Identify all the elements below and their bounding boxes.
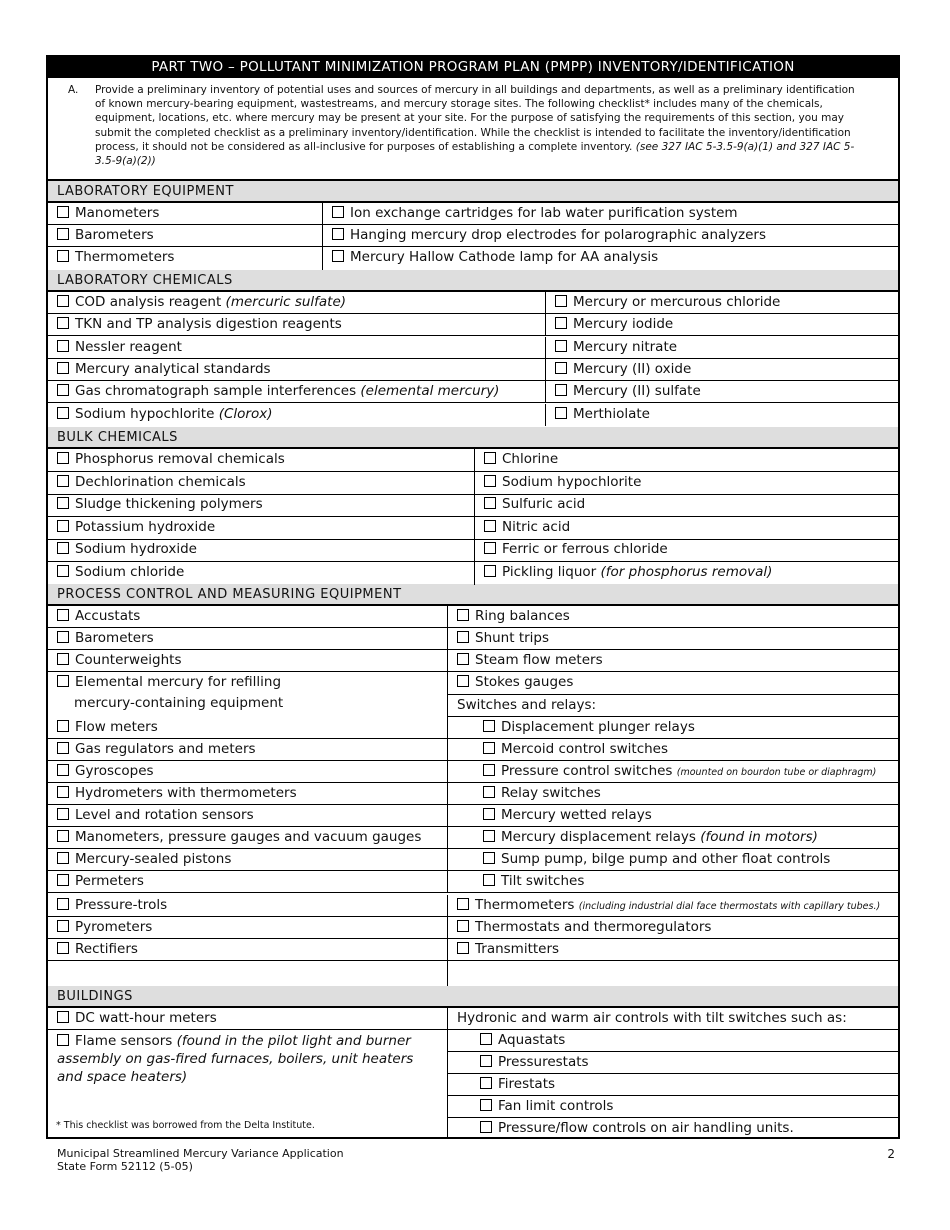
checkbox[interactable] xyxy=(57,852,69,864)
checklist-item xyxy=(48,783,447,804)
checklist-item xyxy=(447,695,898,716)
table-row xyxy=(48,517,898,540)
item-label: TKN and TP analysis digestion reagents xyxy=(75,316,342,332)
checkbox[interactable] xyxy=(57,206,69,218)
checkbox[interactable] xyxy=(332,250,344,262)
item-label: Thermometers xyxy=(475,897,575,913)
item-label: Pressure/flow controls on air handling units. xyxy=(498,1120,794,1136)
checklist-item xyxy=(447,805,898,826)
checklist-item xyxy=(48,939,447,960)
item-label: Aquastats xyxy=(498,1032,566,1048)
item-label: Shunt trips xyxy=(475,630,550,646)
item-label: Manometers, pressure gauges and vacuum gauges xyxy=(75,829,422,845)
table-row xyxy=(48,449,898,472)
item-label: Dechlorination chemicals xyxy=(75,474,246,490)
checklist-item xyxy=(447,827,898,848)
checklist-item xyxy=(48,404,545,426)
table-row xyxy=(48,650,898,672)
checklist-item xyxy=(474,494,898,516)
checkbox[interactable] xyxy=(555,362,567,374)
item-label: Elemental mercury for refilling xyxy=(75,674,282,690)
item-label: Barometers xyxy=(75,630,154,646)
checklist-item xyxy=(447,1118,898,1139)
checkbox[interactable] xyxy=(57,384,69,396)
table-row xyxy=(447,1030,898,1052)
checkbox[interactable] xyxy=(57,653,69,665)
checklist-item xyxy=(447,783,898,804)
checkbox[interactable] xyxy=(57,786,69,798)
checklist-item xyxy=(545,381,898,402)
item-note: (for phosphorus removal) xyxy=(600,564,773,580)
item-label: COD analysis reagent xyxy=(75,294,222,310)
checkbox[interactable] xyxy=(457,675,469,687)
checkbox[interactable] xyxy=(457,920,469,932)
checklist-item xyxy=(447,961,898,986)
checkbox[interactable] xyxy=(57,407,69,419)
item-label: Hydrometers with thermometers xyxy=(75,785,297,801)
intro-text: Provide a preliminary inventory of potential uses and sources of mercury in all buildings and departments, as well as a preliminary identification of known mercury-bearing equipment, wastestreams, and mercury storage sites. The following checklist* includes many of the chemicals, equipment, locations, etc. where mercury may be present at your site. For the purpose of satisfying the requirements of this section, you may submit the completed checklist as a preliminary inventory/identification. While the checklist is intended to facilitate the inventory/identification process, it should not be considered as all-inclusive for purposes of establishing a complete inventory. xyxy=(95,84,855,153)
table-row xyxy=(48,895,898,917)
checklist-item xyxy=(447,849,898,870)
item-label: Thermostats and thermoregulators xyxy=(475,919,712,935)
item-label: Merthiolate xyxy=(573,406,650,422)
checklist-item xyxy=(447,672,898,694)
checkbox[interactable] xyxy=(332,228,344,240)
table-row xyxy=(48,871,898,893)
item-label: Sodium hypochlorite xyxy=(75,406,215,422)
footer-line-1: Municipal Streamlined Mercury Variance Application xyxy=(57,1147,344,1160)
checklist-item xyxy=(447,917,898,938)
item-label: Mercury wetted relays xyxy=(501,807,652,823)
item-note: (elemental mercury) xyxy=(360,383,500,399)
checkbox[interactable] xyxy=(57,675,69,687)
item-label: Mercury nitrate xyxy=(573,339,678,355)
checklist-item xyxy=(447,739,898,760)
checkbox[interactable] xyxy=(57,742,69,754)
checkbox[interactable] xyxy=(483,742,495,754)
item-label: Hanging mercury drop electrodes for polarographic analyzers xyxy=(350,227,766,243)
checkbox[interactable] xyxy=(480,1077,492,1089)
checkbox[interactable] xyxy=(57,1034,69,1046)
checklist-item xyxy=(322,225,898,246)
checklist-item xyxy=(48,494,474,516)
table-row xyxy=(48,606,898,628)
checklist-item xyxy=(48,517,474,539)
item-label: Mercury Hallow Cathode lamp for AA analysis xyxy=(350,249,659,265)
checkbox[interactable] xyxy=(57,542,69,554)
table-row xyxy=(48,247,898,270)
checkbox[interactable] xyxy=(57,340,69,352)
item-label: Nessler reagent xyxy=(75,339,182,355)
item-label: Potassium hydroxide xyxy=(75,519,216,535)
table-row xyxy=(48,628,898,650)
checklist-item xyxy=(48,761,447,782)
item-label: Manometers xyxy=(75,205,160,221)
item-label: Gas regulators and meters xyxy=(75,741,256,757)
page-number: 2 xyxy=(887,1147,895,1161)
checklist-item xyxy=(474,517,898,539)
table-row xyxy=(48,404,898,426)
item-label: Mercury or mercurous chloride xyxy=(573,294,781,310)
checklist-item xyxy=(48,359,545,380)
table-row xyxy=(48,827,898,849)
checklist-item xyxy=(48,247,322,270)
table-row xyxy=(48,472,898,495)
item-note: (including industrial dial face thermostats with capillary tubes.) xyxy=(578,901,881,912)
checklist-item xyxy=(48,337,545,358)
checkbox[interactable] xyxy=(457,631,469,643)
checkbox[interactable] xyxy=(57,830,69,842)
intro-letter: A. xyxy=(68,84,79,96)
checkbox[interactable] xyxy=(57,497,69,509)
item-note: (found in motors) xyxy=(700,829,818,845)
checklist-item xyxy=(48,805,447,826)
checkbox[interactable] xyxy=(480,1099,492,1111)
checklist-item xyxy=(48,292,545,313)
checklist-item xyxy=(447,761,898,782)
flame-sensors-item xyxy=(48,1030,447,1139)
table-row xyxy=(48,225,898,247)
checkbox[interactable] xyxy=(57,475,69,487)
table-row xyxy=(48,314,898,336)
intro-citation: (see 327 IAC 5-3.5-9(a)(1) and 327 IAC 5-3.5-9(a)(2)) xyxy=(95,140,855,168)
checklist-item xyxy=(48,650,447,671)
checklist-item xyxy=(447,1008,898,1029)
item-label: Relay switches xyxy=(501,785,601,801)
item-label: Transmitters xyxy=(475,941,560,957)
checklist-item xyxy=(447,717,898,738)
item-label: Tilt switches xyxy=(501,873,585,889)
item-label: Nitric acid xyxy=(502,519,571,535)
checkbox[interactable] xyxy=(555,384,567,396)
checkbox[interactable] xyxy=(480,1055,492,1067)
item-label: Mercury-sealed pistons xyxy=(75,851,232,867)
checkbox[interactable] xyxy=(483,874,495,886)
item-note: (Clorox) xyxy=(218,406,273,422)
checkbox[interactable] xyxy=(57,228,69,240)
item-label: Ring balances xyxy=(475,608,570,624)
checkbox[interactable] xyxy=(555,340,567,352)
checkbox[interactable] xyxy=(57,565,69,577)
checklist-item xyxy=(48,917,447,938)
checkbox[interactable] xyxy=(484,520,496,532)
item-label: Sodium chloride xyxy=(75,564,185,580)
checklist-item xyxy=(447,1096,898,1117)
item-label: Mercury displacement relays xyxy=(501,829,696,845)
checkbox[interactable] xyxy=(57,720,69,732)
checkbox[interactable] xyxy=(480,1033,492,1045)
table-row xyxy=(48,337,898,359)
item-label: Pressure control switches xyxy=(501,763,673,779)
checklist-item xyxy=(48,739,447,760)
checklist-item xyxy=(48,849,447,870)
table-row xyxy=(48,849,898,871)
item-label: Fan limit controls xyxy=(498,1098,614,1114)
checkbox[interactable] xyxy=(57,609,69,621)
section-lab-equipment: LABORATORY EQUIPMENT xyxy=(48,181,898,203)
checklist-item xyxy=(48,871,447,892)
checklist-item xyxy=(48,381,545,402)
item-label: Steam flow meters xyxy=(475,652,603,668)
checkbox[interactable] xyxy=(457,942,469,954)
checklist-footnote: * This checklist was borrowed from the Delta Institute. xyxy=(56,1120,315,1131)
checkbox[interactable] xyxy=(57,764,69,776)
checklist-item xyxy=(474,539,898,561)
checkbox[interactable] xyxy=(57,808,69,820)
checklist-item xyxy=(48,314,545,335)
item-label: Flame sensors xyxy=(75,1033,173,1049)
table-row xyxy=(48,783,898,805)
table-row xyxy=(48,539,898,562)
checkbox[interactable] xyxy=(57,317,69,329)
checklist-item xyxy=(322,203,898,224)
item-note: (mercuric sulfate) xyxy=(225,294,347,310)
checkbox[interactable] xyxy=(555,317,567,329)
item-label: DC watt-hour meters xyxy=(75,1010,217,1026)
checklist-item xyxy=(447,1030,898,1051)
checklist-item xyxy=(447,628,898,649)
checklist-item xyxy=(447,939,898,960)
table-row xyxy=(447,1052,898,1074)
table-row xyxy=(48,761,898,783)
item-label: Gas chromatograph sample interferences xyxy=(75,383,357,399)
table-row xyxy=(48,203,898,225)
checklist-item xyxy=(447,1052,898,1073)
checkbox[interactable] xyxy=(332,206,344,218)
table-row xyxy=(48,562,898,585)
checkbox[interactable] xyxy=(57,920,69,932)
checklist-item xyxy=(48,539,474,561)
checklist-item xyxy=(447,606,898,627)
item-label: Sludge thickening polymers xyxy=(75,496,263,512)
item-label: Ferric or ferrous chloride xyxy=(502,541,668,557)
item-label: Stokes gauges xyxy=(475,674,574,690)
checklist-item xyxy=(474,562,898,585)
checklist-item xyxy=(48,1008,447,1029)
section-process-control: PROCESS CONTROL AND MEASURING EQUIPMENT xyxy=(48,584,898,606)
item-label: Firestats xyxy=(498,1076,556,1092)
checkbox[interactable] xyxy=(57,295,69,307)
item-label: Thermometers xyxy=(75,249,175,265)
checklist-item xyxy=(447,650,898,671)
inventory-form xyxy=(46,55,900,1139)
item-label: Pressure-trols xyxy=(75,897,168,913)
checkbox[interactable] xyxy=(457,898,469,910)
checklist-item xyxy=(474,449,898,471)
item-label-continued: mercury-containing equipment xyxy=(74,695,284,711)
item-label: Mercury (II) sulfate xyxy=(573,383,701,399)
item-note: (mounted on bourdon tube or diaphragm) xyxy=(676,767,877,778)
item-label: Ion exchange cartridges for lab water purification system xyxy=(350,205,738,221)
checkbox[interactable] xyxy=(484,452,496,464)
item-label: Mercury (II) oxide xyxy=(573,361,692,377)
checkbox[interactable] xyxy=(57,898,69,910)
checklist-item xyxy=(447,895,898,916)
footer-line-2: State Form 52112 (5-05) xyxy=(57,1160,193,1173)
checklist-item xyxy=(545,404,898,426)
checkbox[interactable] xyxy=(57,362,69,374)
checkbox[interactable] xyxy=(555,407,567,419)
item-label: Chlorine xyxy=(502,451,559,467)
checklist-item xyxy=(48,472,474,494)
checklist-item xyxy=(447,871,898,892)
checkbox[interactable] xyxy=(484,565,496,577)
item-label: Displacement plunger relays xyxy=(501,719,695,735)
checklist-item xyxy=(48,827,447,848)
intro-paragraph xyxy=(48,78,898,181)
checklist-item xyxy=(48,449,474,471)
table-row xyxy=(48,292,898,314)
table-row xyxy=(447,1118,898,1139)
checkbox[interactable] xyxy=(483,808,495,820)
checkbox[interactable] xyxy=(483,764,495,776)
item-label: Sulfuric acid xyxy=(502,496,586,512)
table-row xyxy=(48,359,898,381)
switches-label: Switches and relays: xyxy=(457,697,597,713)
item-label: Level and rotation sensors xyxy=(75,807,254,823)
item-label: Mercoid control switches xyxy=(501,741,669,757)
section-bulk-chemicals: BULK CHEMICALS xyxy=(48,427,898,449)
item-label: Phosphorus removal chemicals xyxy=(75,451,285,467)
item-label: Permeters xyxy=(75,873,144,889)
checklist-item xyxy=(48,203,322,224)
checkbox[interactable] xyxy=(483,786,495,798)
section-buildings: BUILDINGS xyxy=(48,986,898,1008)
checkbox[interactable] xyxy=(484,542,496,554)
item-label: Pyrometers xyxy=(75,919,153,935)
checklist-item xyxy=(48,717,447,738)
checkbox[interactable] xyxy=(57,942,69,954)
table-row xyxy=(48,494,898,517)
item-label: Mercury iodide xyxy=(573,316,674,332)
table-row xyxy=(48,917,898,939)
checkbox[interactable] xyxy=(57,250,69,262)
checklist-item xyxy=(48,895,447,916)
checkbox[interactable] xyxy=(483,720,495,732)
item-label: Pickling liquor xyxy=(502,564,597,580)
checklist-item xyxy=(447,1074,898,1095)
checklist-item xyxy=(545,359,898,380)
item-label: Gyroscopes xyxy=(75,763,154,779)
checkbox[interactable] xyxy=(480,1121,492,1133)
item-note: (found in the pilot light and burner assembly on gas-fired furnaces, boilers, unit heaters and space heaters) xyxy=(57,1033,414,1085)
table-row xyxy=(447,1096,898,1118)
checklist-item xyxy=(48,628,447,649)
item-label: Rectifiers xyxy=(75,941,138,957)
checkbox[interactable] xyxy=(484,475,496,487)
table-row xyxy=(48,939,898,961)
item-label: Flow meters xyxy=(75,719,158,735)
checkbox[interactable] xyxy=(457,653,469,665)
checkbox[interactable] xyxy=(57,1011,69,1023)
checklist-item xyxy=(48,562,474,585)
item-label: Barometers xyxy=(75,227,154,243)
form-title: PART TWO – POLLUTANT MINIMIZATION PROGRAM PLAN (PMPP) INVENTORY/IDENTIFICATION xyxy=(48,57,898,78)
table-row xyxy=(48,739,898,761)
section-lab-chemicals: LABORATORY CHEMICALS xyxy=(48,270,898,292)
checkbox[interactable] xyxy=(483,852,495,864)
checklist-item xyxy=(545,292,898,313)
checkbox[interactable] xyxy=(555,295,567,307)
checkbox[interactable] xyxy=(483,830,495,842)
table-row xyxy=(48,961,898,986)
item-label: Sump pump, bilge pump and other float controls xyxy=(501,851,831,867)
table-row xyxy=(48,717,898,739)
checklist-item xyxy=(322,247,898,270)
hydronic-label: Hydronic and warm air controls with tilt switches such as: xyxy=(457,1010,847,1026)
checklist-item xyxy=(48,672,447,717)
item-label: Mercury analytical standards xyxy=(75,361,271,377)
checkbox[interactable] xyxy=(57,452,69,464)
item-label: Sodium hypochlorite xyxy=(502,474,642,490)
checkbox[interactable] xyxy=(57,631,69,643)
checkbox[interactable] xyxy=(484,497,496,509)
checkbox[interactable] xyxy=(57,520,69,532)
checklist-item xyxy=(545,314,898,335)
table-row xyxy=(447,1074,898,1096)
checklist-item xyxy=(474,472,898,494)
table-row xyxy=(48,805,898,827)
item-label: Sodium hydroxide xyxy=(75,541,197,557)
item-label: Counterweights xyxy=(75,652,182,668)
item-label: Pressurestats xyxy=(498,1054,589,1070)
checklist-item xyxy=(48,606,447,627)
checklist-item xyxy=(545,337,898,358)
checklist-item xyxy=(48,225,322,246)
item-label: Accustats xyxy=(75,608,141,624)
checkbox[interactable] xyxy=(457,609,469,621)
checkbox[interactable] xyxy=(57,874,69,886)
table-row xyxy=(48,1008,898,1030)
table-row xyxy=(48,381,898,403)
page-footer xyxy=(57,1147,344,1173)
